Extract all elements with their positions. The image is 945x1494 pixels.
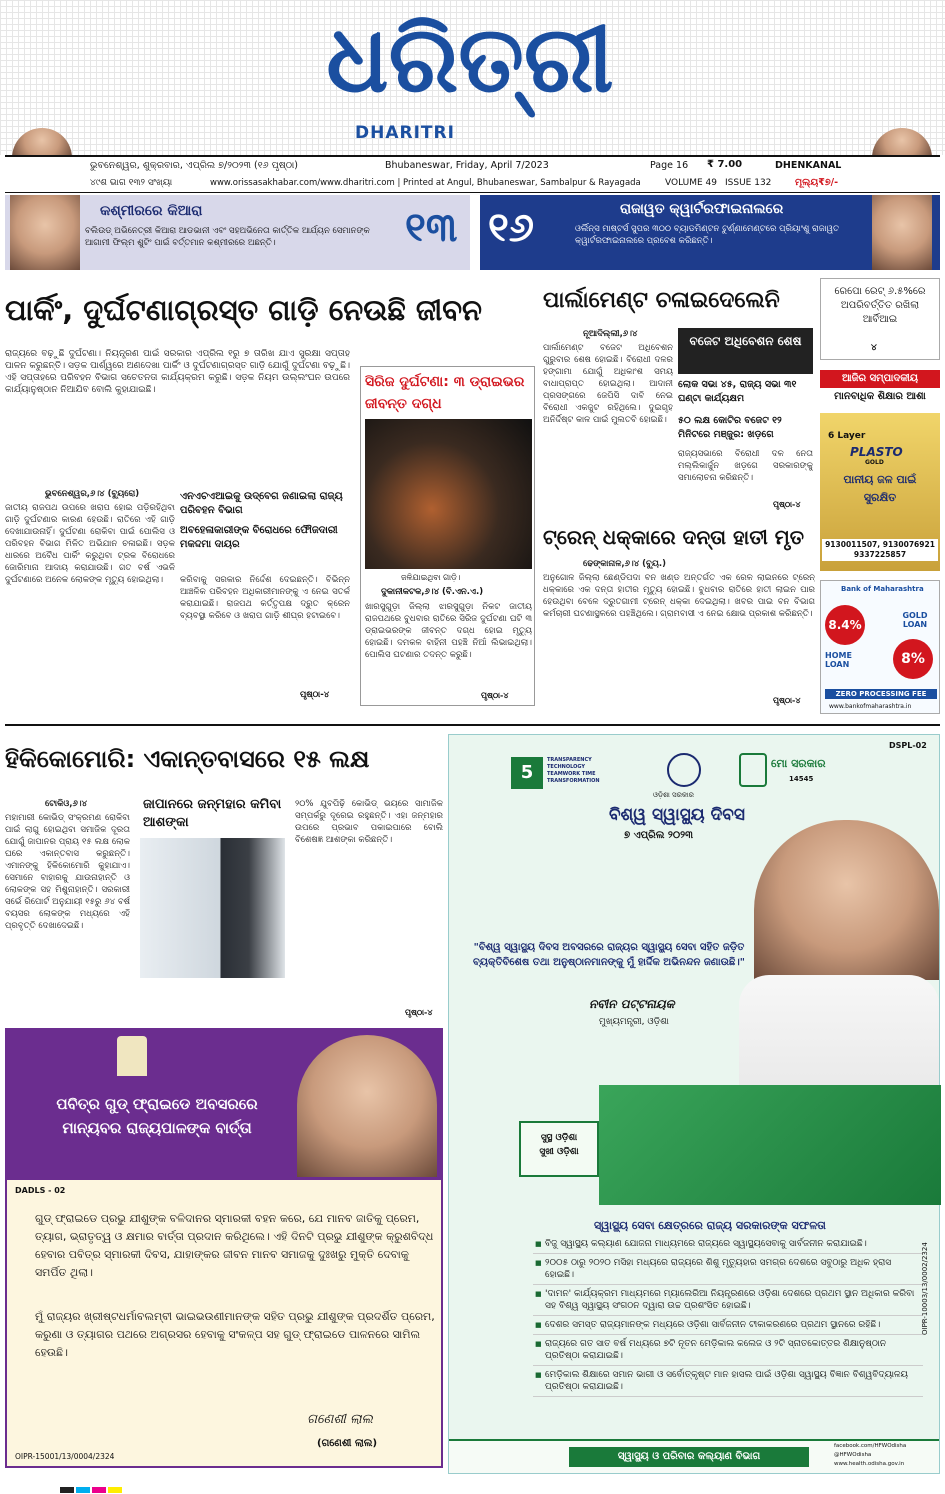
elephant-byline: ଢେଙ୍କାନାଳ,୬।୪ (ବ୍ୟୁ.) bbox=[583, 559, 666, 569]
price: ₹ 7.00 bbox=[707, 159, 743, 170]
elephant-body: ଅନୁଗୋଳ ଜିଲ୍ଲା ଛେଣ୍ଡିପଦା ବନ ଖଣ୍ଡ ଅନ୍ତର୍ଗତ ଏକ ରେଳ ଲାଇନରେ ଟ୍ରେନ୍ ଧକ୍କାରେ ଏକ ଦନ୍ତା ହାତୀର ମୃତ୍ୟୁ ହୋଇଛି। ବୁଧବାର ରାତିରେ ହାତୀ ଲାଇନ ପାର ହେଉଥିବା ବେଳେ ଦ୍ରୁତଗାମୀ ଟ୍ରେନ୍ ଧକ୍କା ଦେଇଥିଲା। ଖବର ପାଇ ବନ ବିଭାଗ କର୍ମଚାରୀ ଘଟଣାସ୍ଥଳରେ ପହଞ୍ଚିଥିଲେ। ଗ୍ରାମବାସୀ ଏ ନେଇ କ୍ଷୋଭ ପ୍ରକାଶ କରିଛନ୍ତି। bbox=[543, 573, 815, 619]
lead-body-2: କରିବାକୁ ସରକାର ନିର୍ଦ୍ଦେଶ ଦେଇଛନ୍ତି। ବିଭିନ୍ନ ଆଞ୍ଚଳିକ ପରିବହନ ଅଧିକାରୀମାନଙ୍କୁ ଏ ନେଇ ସତର୍କ କରାଯାଇଛି। ରାଜପଥ କର୍ତ୍ତୃପକ୍ଷ ଦ୍ରୁତ କ୍ରେନ ବ୍ୟବସ୍ଥା କରିବେ ଓ ଖରାପ ଗାଡ଼ି ଶୀଘ୍ର ହଟାଇବେ। bbox=[180, 575, 350, 621]
promo-right-title: ରାଜାୱତ କ୍ୱାର୍ଟରଫାଇନାଲରେ bbox=[620, 201, 784, 217]
editorial-tag: ଆଜିର ସମ୍ପାଦକୀୟ bbox=[820, 370, 940, 388]
kiara-body bbox=[10, 195, 80, 270]
japan-byline: ଟୋକିଓ,୬।୪ bbox=[45, 799, 88, 809]
japan-photo bbox=[140, 838, 285, 978]
lead-bullets bbox=[180, 490, 350, 552]
bank-name: Bank of Maharashtra bbox=[841, 585, 924, 593]
achievement-item: ■ 'ଦାମନ' କାର୍ଯ୍ୟକ୍ରମ ମାଧ୍ୟମରେ ମ୍ୟାଲେରିଆ ନିୟନ୍ତ୍ରଣରେ ଓଡ଼ିଶା ଦେଶରେ ପ୍ରଥମ ସ୍ଥାନ ଅଧିକାର କରିବା ସହ ବିଶ୍ୱ ସ୍ୱାସ୍ଥ୍ୟ ସଂଗଠନ ଦ୍ୱାରା ଉଚ୍ଚ ପ୍ରଶଂସିତ ହୋଇଛି। bbox=[533, 1285, 923, 1316]
health-badge-1: ସୁସ୍ଥ ଓଡ଼ିଶା bbox=[540, 1133, 578, 1143]
achievement-item: ■ ମେଡ଼ିକାଲ ଶିକ୍ଷାରେ ସମାନ ଭାଗୀ ଓ ସର୍ବୋତ୍କୃଷ୍ଟ ମାନ ହାସଲ ପାଇଁ ଓଡ଼ିଶା ସ୍ୱାସ୍ଥ୍ୟ ବିଜ୍ଞାନ ବିଶ୍ୱବିଦ୍ୟାଳୟ ପ୍ରତିଷ୍ଠା କରାଯାଇଛି। bbox=[533, 1366, 923, 1397]
plasto-tag: GOLD bbox=[865, 459, 884, 466]
mo-sarkar-number: 14545 bbox=[789, 775, 814, 783]
editorial-title: ମାନବାଧିକ ଶିକ୍ଷାର ଆଶା bbox=[834, 391, 926, 402]
mo-sarkar-icon bbox=[739, 753, 767, 787]
governor-name: (ଗଣେଶୀ ଲାଲ) bbox=[317, 1438, 378, 1449]
elephant-story bbox=[543, 518, 815, 708]
edition: DHENKANAL bbox=[775, 160, 842, 171]
promo-right-text: ଓର୍ଲିନ୍ସ ମାଷ୍ଟର୍ସ ସୁପର ୩୦୦ ବ୍ୟାଡମିଣ୍ଟନ ଟୁର୍ଣ୍ଣାମେଣ୍ଟରେ ପ୍ରିୟାଂଶୁ ରାଜାୱତ କ୍ୱାର୍ଟରଫାଇନାଲରେ ପ୍ରବେଶ କରିଛନ୍ତି। bbox=[575, 224, 840, 246]
governor-ad-p2: ମୁଁ ରାଜ୍ୟର ଖ୍ରୀଷ୍ଟଧର୍ମାବଲମ୍ବୀ ଭାଇଭଉଣୀମାନଙ୍କ ସହିତ ପ୍ରଭୁ ଯୀଶୁଙ୍କ ପ୍ରଦର୍ଶିତ ପ୍ରେମ, କରୁଣା ଓ ତ୍ୟାଗର ପଥରେ ଅଗ୍ରସର ହେବାକୁ ସଂକଳ୍ପ ସହ ଗୁଡ୍ ଫ୍ରାଇଡେ ପାଳନରେ ସାମିଲ ହେଉଛି। bbox=[35, 1310, 435, 1359]
governor-ad-header bbox=[7, 1030, 441, 1180]
accident-photo bbox=[365, 419, 532, 569]
logo-text: ଧରିତ୍ରୀ bbox=[326, 6, 614, 113]
japan-headline: ହିକିକୋମୋରି: ଏକାନ୍ତବାସରେ ୧୫ ଲକ୍ଷ bbox=[5, 745, 370, 773]
rajawat-body bbox=[872, 195, 932, 270]
home-rate: 8.4% bbox=[825, 605, 865, 645]
governor-ad-body bbox=[7, 1180, 441, 1466]
health-ad bbox=[448, 734, 940, 1474]
health-footer bbox=[449, 1439, 939, 1473]
website-link[interactable]: www.health.odisha.gov.in bbox=[834, 1461, 905, 1467]
governor-ad-title: ପବିତ୍ର ଗୁଡ୍ ଫ୍ରାଇଡେ ଅବସରରେ ମାନ୍ୟବର ରାଜ୍ୟପାଳଙ୍କ ବାର୍ତ୍ତା bbox=[56, 1095, 258, 1137]
repo-text: ରେପୋ ରେଟ୍ ୬.୫%ରେ ଅପରିବର୍ତ୍ତିତ ରଖିଲା ଆର୍ବିଆଇ bbox=[834, 286, 926, 325]
kiara-photo bbox=[12, 128, 72, 158]
emblem-icon bbox=[117, 1036, 147, 1076]
japan-body: ମହାମାରୀ କୋଭିଡ୍ ସଂକ୍ରମଣ ରୋକିବା ପାଇଁ ଲାଗୁ ହୋଇଥିବା ସମାଜିକ ଦୂରତା ଯୋଗୁଁ ଜାପାନର ପ୍ରାୟ ୧୫ ଲକ୍ଷ ଲୋକ ଘରେ ଏକାନ୍ତବାସ କରୁଛନ୍ତି। ଏମାନଙ୍କୁ ହିକିକୋମୋରି କୁହାଯାଏ। ସେମାନେ ବାହାରକୁ ଯାଉନାହାନ୍ତି ଓ ଲୋକଙ୍କ ସହ ମିଶୁନାହାନ୍ତି। ସରକାରୀ ସର୍ଭେ ରିପୋର୍ଟ ଅନୁଯାୟୀ ୧୫ରୁ ୬୪ ବର୍ଷ ବୟସର ଲୋକଙ୍କ ମଧ୍ୟରେ ଏହି ପ୍ରବୃତ୍ତି ଦେଖାଦେଇଛି। bbox=[5, 813, 130, 931]
cm-signature: ନବୀନ ପଟ୍ଟନାୟକ bbox=[589, 997, 675, 1011]
achievement-item: ■ ବିଜୁ ସ୍ୱାସ୍ଥ୍ୟ କଲ୍ୟାଣ ଯୋଜନା ମାଧ୍ୟମରେ ରାଜ୍ୟରେ ସ୍ୱାସ୍ଥ୍ୟସେବାକୁ ସାର୍ବଜନୀନ କରାଯାଇଛି। bbox=[533, 1235, 923, 1254]
photo-box bbox=[360, 366, 535, 706]
achievements-title: ସ୍ୱାସ୍ଥ୍ୟ ସେବା କ୍ଷେତ୍ରରେ ରାଜ୍ୟ ସରକାରଙ୍କ ସଫଳତା bbox=[594, 1219, 826, 1232]
parliament-story bbox=[543, 278, 815, 513]
gold-rate: 8% bbox=[893, 639, 933, 679]
logo bbox=[300, 5, 640, 143]
parliament-headline: ପାର୍ଲାମେଣ୍ଟ ଚଳାଇଦେଲେନି bbox=[543, 288, 780, 313]
governor-ad-code: DADLS - 02 bbox=[15, 1186, 66, 1195]
lead-bullet-1: ଏନଏଚଏଆଇକୁ ଉଦ୍‌ବେଗ ଜଣାଇଲା ରାଜ୍ୟ ପରିବହନ ବିଭାଗ bbox=[180, 491, 343, 516]
health-ad-ref: OIPR-10003/13/0002/2324 bbox=[921, 1242, 929, 1335]
achievement-item: ■ ୨୦୦୫ ଠାରୁ ୨୦୨୦ ମସିହା ମଧ୍ୟରେ ରାଜ୍ୟରେ ଶିଶୁ ମୃତ୍ୟୁହାର ସମଗ୍ର ଦେଶରେ ସବୁଠାରୁ ଅଧିକ ହ୍ରାସ ହୋଇଛି। bbox=[533, 1254, 923, 1285]
parliament-more: ପୃଷ୍ଠା-୪ bbox=[773, 500, 801, 509]
budget-box bbox=[678, 328, 813, 374]
lead-story bbox=[5, 278, 535, 708]
twitter-link[interactable]: @HFWOdisha bbox=[834, 1452, 872, 1458]
facebook-link[interactable]: facebook.com/HFWOdisha bbox=[834, 1443, 907, 1449]
health-ad-title: ବିଶ୍ୱ ସ୍ୱାସ୍ଥ୍ୟ ଦିବସ bbox=[609, 805, 745, 825]
promo-left-text: ବଲିଉଡ୍ ଅଭିନେତ୍ରୀ କିଆରା ଆଡଭାନୀ ଏବଂ ସହଅଭିନେତା କାର୍ତ୍ତିକ ଆର୍ଯ୍ୟନ ସେମାନଙ୍କ ଆଗାମୀ ଫିଲ୍ମ ଶୁଟିଂ ପାଇଁ ବର୍ତ୍ତମାନ କଶ୍ମୀରରେ ଅଛନ୍ତି। bbox=[85, 226, 370, 248]
gold-loan: GOLD LOAN bbox=[902, 611, 928, 629]
japan-story bbox=[5, 730, 443, 1020]
govt-label: ଓଡ଼ିଶା ସରକାର bbox=[653, 791, 694, 799]
achievement-item: ■ ଦେଶର ସମସ୍ତ ରାଜ୍ୟମାନଙ୍କ ମଧ୍ୟରେ ଓଡ଼ିଶା ସାର୍ବଜନୀନ ଟୀକାକରଣରେ ପ୍ରଥମ ସ୍ଥାନରେ ରହିଛି। bbox=[533, 1316, 923, 1335]
websites: www.orissasakhabar.com/www.dharitri.com | Printed at Angul, Bhubaneswar, Sambalpur & Rayagada bbox=[210, 178, 641, 188]
repo-box bbox=[820, 278, 940, 360]
promo-left bbox=[5, 195, 470, 270]
parliament-byline: ନୂଆଦିଲ୍ଲୀ,୬।୪ bbox=[583, 329, 638, 339]
home-loan: HOME LOAN bbox=[825, 651, 852, 669]
volume: VOLUME 49 bbox=[665, 178, 718, 188]
achievement-item: ■ ରାଜ୍ୟରେ ଗତ ସାତ ବର୍ଷ ମଧ୍ୟରେ ୭ଟି ନୂତନ ମେଡ଼ିକାଲ କଲେଜ ଓ ୨ଟି ସ୍ନାତକୋତ୍ତର ଶିକ୍ଷାନୁଷ୍ଠାନ ପ୍ରତିଷ୍ଠା କରାଯାଇଛି। bbox=[533, 1335, 923, 1366]
health-ad-code: DSPL-02 bbox=[889, 741, 927, 750]
masthead bbox=[0, 0, 945, 155]
parliament-point-1: ଲୋକ ସଭା ୪୫, ରାଜ୍ୟ ସଭା ୩୧ ଘଣ୍ଟା କାର୍ଯ୍ୟକ୍ଷମ bbox=[678, 379, 797, 404]
lead-more: ପୃଷ୍ଠା-୪ bbox=[300, 690, 330, 700]
plasto-ad bbox=[820, 413, 940, 571]
promo-left-page: ୧୩ bbox=[405, 205, 458, 251]
lead-byline: ଭୁବନେଶ୍ୱର,୬।୪ (ବ୍ୟୁରୋ) bbox=[45, 489, 140, 499]
governor-signature: ଗଣେଶୀ ଲାଲ bbox=[307, 1412, 373, 1427]
page-number: Page 16 bbox=[650, 160, 689, 171]
japan-body-2: ୨୦% ଯୁବପିଢ଼ି କୋଭିଡ୍ ଭୟରେ ସାମାଜିକ ସମ୍ପର୍କରୁ ଦୂରେଇ ରହୁଛନ୍ତି। ଏହା ଜନ୍ମହାର ଉପରେ ପ୍ରଭାବ ପକାଇପାରେ ବୋଲି ବିଶେଷଜ୍ଞ ଆଶଙ୍କା କରିଛନ୍ତି। bbox=[295, 799, 443, 845]
plasto-brand: PLASTO bbox=[850, 445, 903, 459]
cm-photo bbox=[754, 820, 939, 980]
health-ad-date: ୭ ଏପ୍ରିଲ ୨୦୨୩ bbox=[624, 830, 693, 841]
governor-ad-p1: ଗୁଡ୍ ଫ୍ରାଇଡେ ପ୍ରଭୁ ଯୀଶୁଙ୍କ ବଳିଦାନର ସ୍ମାରକୀ ବହନ କରେ, ଯେ ମାନବ ଜାତିକୁ ପ୍ରେମ, ତ୍ୟାଗ, ଭ୍ରାତୃତ୍ୱ ଓ କ୍ଷମାର ବାର୍ତ୍ତା ପ୍ରଦାନ କରିଥିଲେ। ଏହି ଦିନଟି ପ୍ରଭୁ ଯୀଶୁଙ୍କ କ୍ରୁଶବିଦ୍ଧ ହେବାର ପବିତ୍ର ସ୍ମାରକୀ ଦିବସ, ଯାହାଙ୍କର ଜୀବନ ମାନବ ସମାଜକୁ ଦୁଃଖରୁ ମୁକ୍ତି ଦେବାକୁ ସମର୍ପିତ ଥିଲା। bbox=[35, 1212, 434, 1279]
five-t-logo: 5 bbox=[511, 757, 543, 789]
five-t-text: TRANSPARENCY TECHNOLOGY TEAMWORK TIME TRANSFORMATION bbox=[547, 757, 600, 784]
green-band bbox=[599, 1085, 941, 1205]
lead-body: ଜାତୀୟ ରାଜପଥ ଉପରେ ଖରାପ ହୋଇ ପଡ଼ିରହିଥିବା ଗାଡ଼ି ଦୁର୍ଘଟଣାର କାରଣ ହେଉଛି। ରାତିରେ ଏହି ଗାଡ଼ି ଦେଖାଯାଉନାହିଁ। ଦୁର୍ଘଟଣା ରୋକିବା ପାଇଁ ପୋଲିସ ଓ ପରିବହନ ବିଭାଗ ମିଳିତ ଅଭିଯାନ ଚଳାଇଛି। ସଡ଼କ ଧାରରେ ଅବୈଧ ପାର୍କିଂ କରୁଥିବା ଟ୍ରକ ବିରୋଧରେ ଜୋରିମାନା ଆଦାୟ କରାଯାଉଛି। ଗତ ବର୍ଷ ଏଭଳି ଦୁର୍ଘଟଣାରେ ଅନେକ ଲୋକଙ୍କ ମୃତ୍ୟୁ ହୋଇଥିଲା। bbox=[5, 503, 175, 585]
logo-latin: DHARITRI bbox=[355, 123, 455, 143]
achievements-list bbox=[533, 1235, 923, 1397]
governor-ad bbox=[5, 1028, 443, 1468]
printer-marks bbox=[60, 1478, 940, 1488]
photo-caption: ଜଳିଯାଇଥିବା ଗାଡ଼ି। bbox=[401, 573, 461, 582]
health-badge bbox=[519, 1121, 599, 1177]
photo-box-body: ଖାରସୁଗୁଡ଼ା ଜିଲ୍ଲା ଝାରସୁଗୁଡ଼ା ନିକଟ ଜାତୀୟ ରାଜପଥରେ ବୁଧବାର ରାତିରେ ସିରିଜ ଦୁର୍ଘଟଣା ଘଟି ୩ ଡ୍ରାଇଭରଙ୍କ ଜୀବନ୍ତ ଦଗ୍ଧ ହୋଇ ମୃତ୍ୟୁ ହୋଇଛି। ଦମକଳ ବାହିନୀ ପହଞ୍ଚି ନିଆଁ ଲିଭାଇଥିଲା। ପୋଲିସ ଘଟଣାର ତଦନ୍ତ କରୁଛି। bbox=[365, 602, 532, 660]
mo-sarkar-label: ମୋ ସରକାର bbox=[771, 757, 826, 770]
lead-intro: ରାଜ୍ୟରେ ବଢ଼ୁଛି ଦୁର୍ଘଟଣା। ନିୟନ୍ତ୍ରଣ ପାଇଁ ସରକାର ଏପ୍ରିଲ ୧ରୁ ୭ ତାରିଖ ଯାଏ ସୁରକ୍ଷା ସପ୍ତାହ ପାଳନ କରୁଛନ୍ତି। ସଡ଼କ ପାର୍ଶ୍ୱରେ ଅଣଦେଖା ପାର୍କିଂ ଓ ଦୁର୍ଘଟଣାଗ୍ରସ୍ତ ଗାଡ଼ି ଯୋଗୁଁ ଦୁର୍ଘଟଣା ବଢ଼ୁଛି। ଏହି ସପ୍ତାହରେ ପରିବହନ ବିଭାଗ ସଚେତନତା କାର୍ଯ୍ୟକ୍ରମ କରୁଛି। ସଡ଼କ ନିୟମ ଉଲ୍ଲଂଘନ ଉପରେ କାର୍ଯ୍ୟାନୁଷ୍ଠାନ ନିଆଯିବ ବୋଲି କୁହାଯାଇଛି। bbox=[5, 349, 350, 395]
elephant-headline: ଟ୍ରେନ୍ ଧକ୍କାରେ ଦନ୍ତା ହାତୀ ମୃତ bbox=[543, 525, 805, 549]
governor-photo bbox=[297, 1035, 437, 1177]
date-odia: ଭୁବନେଶ୍ୱର, ଶୁକ୍ରବାର, ଏପ୍ରିଲ ୭/୨୦୨୩ (୧୬ ପୃଷ୍ଠା) bbox=[90, 160, 298, 171]
parliament-point-2: ୫୦ ଲକ୍ଷ କୋଟିର ବଜେଟ ୧୨ ମିନିଟରେ ମଞ୍ଜୁର: ଖଡ଼ଗେ bbox=[678, 415, 782, 440]
promo-left-title: କଶ୍ମୀରରେ କିଆରା bbox=[100, 203, 203, 219]
dateline-bar bbox=[5, 155, 940, 193]
promo-strip bbox=[5, 195, 940, 270]
zero-fee: ZERO PROCESSING FEE bbox=[825, 689, 937, 699]
cm-title: ମୁଖ୍ୟମନ୍ତ୍ରୀ, ଓଡ଼ିଶା bbox=[599, 1017, 669, 1027]
japan-more: ପୃଷ୍ଠା-୪ bbox=[405, 1008, 433, 1017]
japan-subhead: ଜାପାନରେ ଜନ୍ମହାର କମିବା ଆଶଙ୍କା bbox=[143, 797, 282, 830]
parliament-body: ପାର୍ଲାମେଣ୍ଟ ବଜେଟ ଅଧିବେଶନ ଗୁରୁବାର ଶେଷ ହୋଇଛି। ବିରୋଧୀ ଦଳର ହଙ୍ଗାମା ଯୋଗୁଁ ଅଧିକାଂଶ ସମୟ ବାଧାପ୍ରାପ୍ତ ହୋଇଥିଲା। ଆଦାନୀ ପ୍ରସଙ୍ଗରେ ଜେପିସି ଦାବି ନେଇ ବିରୋଧୀ ଏକଜୁଟ ରହିଥିଲେ। ଦୁଇଗୃହ ଅନିର୍ଦ୍ଦିଷ୍ଟ କାଳ ପାଇଁ ମୁଲତବି ହୋଇଛି। bbox=[543, 343, 673, 425]
plasto-text: ପାନୀୟ ଜଳ ପାଇଁ ସୁରକ୍ଷିତ bbox=[843, 473, 917, 504]
promo-right bbox=[480, 195, 940, 270]
bank-ad bbox=[820, 580, 940, 714]
health-footer-label: ସ୍ୱାସ୍ଥ୍ୟ ଓ ପରିବାର କଲ୍ୟାଣ ବିଭାଗ bbox=[569, 1447, 809, 1467]
elephant-more: ପୃଷ୍ଠା-୪ bbox=[773, 696, 801, 705]
photo-box-title: ସିରିଜ ଦୁର୍ଘଟଣା: ୩ ଡ୍ରାଇଭର ଜୀବନ୍ତ ଦଗ୍ଧ bbox=[365, 374, 525, 412]
date-english: Bhubaneswar, Friday, April 7/2023 bbox=[385, 160, 549, 171]
governor-ad-ref: OIPR-15001/13/0004/2324 bbox=[15, 1452, 115, 1461]
budget-box-title: ବଜେଟ ଅଧିବେଶନ ଶେଷ bbox=[689, 334, 802, 348]
sidebar bbox=[820, 278, 940, 728]
bank-site: www.bankofmaharashtra.in bbox=[829, 703, 912, 710]
volume-odia: ୪୯ଶ ଭାଗ ୧୩୨ ସଂଖ୍ୟା bbox=[90, 178, 173, 188]
plasto-layers: 6 Layer bbox=[828, 431, 866, 441]
repo-page: ୪ bbox=[871, 343, 877, 353]
photo-box-byline: ଦୁକାନୀକଟକ,୬।୪ (ବି.ଏନ.ଏ.) bbox=[381, 587, 484, 597]
promo-right-page: ୧୬ bbox=[488, 205, 534, 251]
plasto-phone: 9130011507, 9130076921 9337225857 bbox=[822, 539, 938, 561]
parliament-body-2: ରାଜ୍ୟସଭାରେ ବିରୋଧୀ ଦଳ ନେତା ମଲ୍ଲିକାର୍ଜୁନ ଖଡ଼ଗେ ସରକାରଙ୍କୁ ସମାଲୋଚନା କରିଛନ୍ତି। bbox=[678, 449, 813, 483]
odisha-emblem-icon bbox=[667, 753, 701, 787]
lead-headline: ପାର୍କିଂ, ଦୁର୍ଘଟଣାଗ୍ରସ୍ତ ଗାଡ଼ି ନେଉଛି ଜୀବନ bbox=[5, 293, 483, 327]
issue: ISSUE 132 bbox=[725, 178, 772, 188]
divider-mid bbox=[5, 724, 940, 726]
photo-box-more: ପୃଷ୍ଠା-୪ bbox=[481, 691, 509, 700]
rajawat-photo bbox=[872, 128, 932, 158]
price-odia: ମୂଲ୍ୟ₹୭/- bbox=[795, 177, 839, 188]
health-ad-quote: "ବିଶ୍ୱ ସ୍ୱାସ୍ଥ୍ୟ ଦିବସ ଅବସରରେ ରାଜ୍ୟର ସ୍ୱାସ୍ଥ୍ୟ ସେବା ସହିତ ଜଡ଼ିତ ବ୍ୟକ୍ତିବିଶେଷ ତଥା ଅନୁଷ୍ଠାନମାନଙ୍କୁ ମୁଁ ହାର୍ଦ୍ଦିକ ଅଭିନନ୍ଦନ ଜଣାଉଛି।" bbox=[472, 942, 746, 968]
lead-bullet-2: ଅବହେଳାକାରୀଙ୍କ ବିରୋଧରେ ଫୌଜଦାରୀ ମକଦ୍ଦମା ଦାୟର bbox=[180, 525, 338, 550]
health-badge-2: ସୁଖୀ ଓଡ଼ିଶା bbox=[539, 1147, 579, 1157]
